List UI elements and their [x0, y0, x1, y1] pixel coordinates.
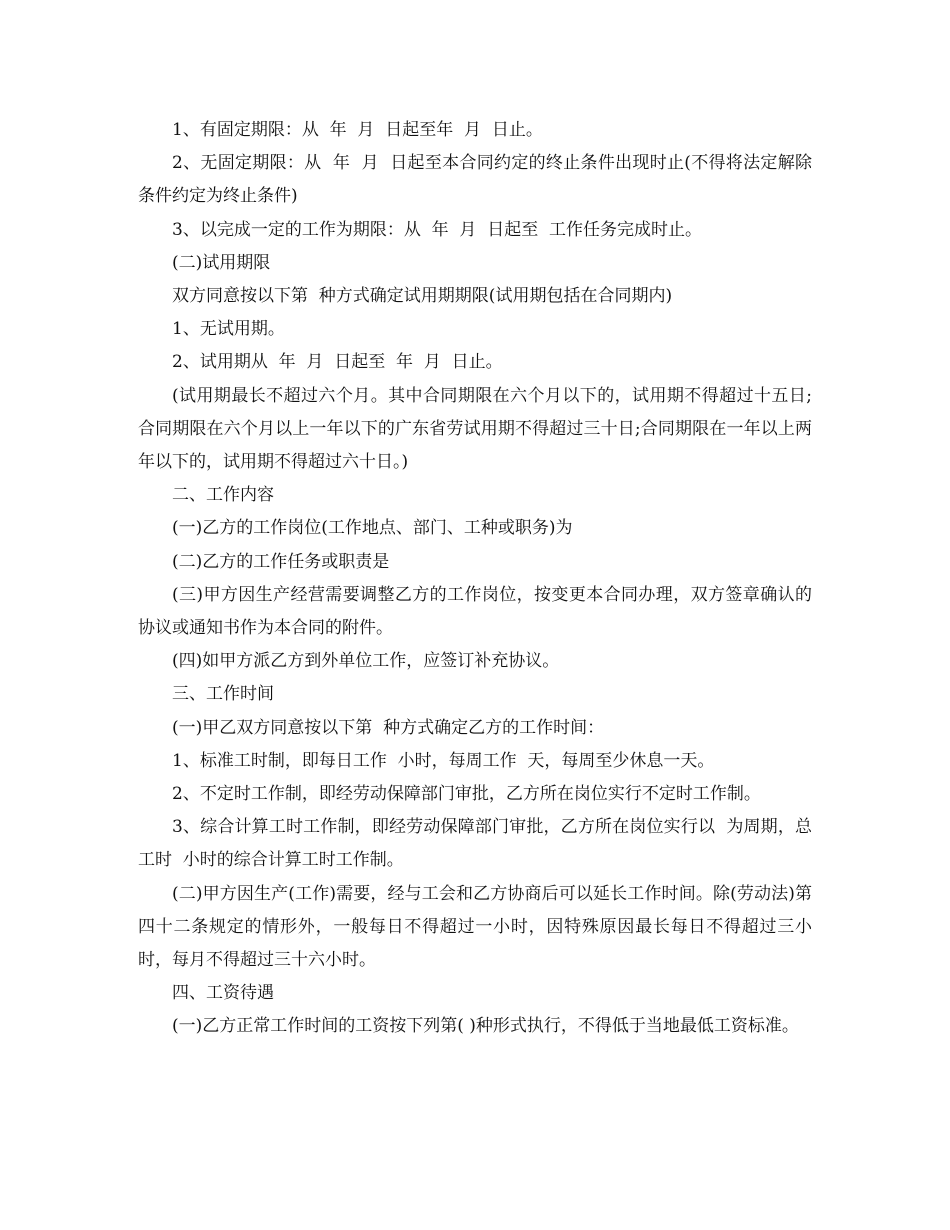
work-time-comprehensive: 3、综合计算工时工作制，即经劳动保障部门审批，乙方所在岗位实行以 为周期，总工时 小时的综合计算工时工作制。	[138, 817, 812, 871]
section-work-content-heading: 二、工作内容	[172, 485, 274, 506]
clause-fixed-term: 1、有固定期限：从 年 月 日起至年 月 日止。	[172, 120, 543, 140]
work-position-adjustment: (三)甲方因生产经营需要调整乙方的工作岗位，按变更本合同办理，双方签章确认的协议或通知书作为本合同的附件。	[138, 584, 812, 639]
section-probation-heading: (二)试用期限	[172, 252, 271, 273]
section-wages-heading: 四、工资待遇	[172, 983, 274, 1004]
wages-form: (一)乙方正常工作时间的工资按下列第( )种形式执行，不得低于当地最低工资标准。	[172, 1016, 799, 1037]
probation-option-period: 2、试用期从 年 月 日起至 年 月 日止。	[172, 352, 503, 373]
clause-open-term: 2、无固定期限：从 年 月 日起至本合同约定的终止条件出现时止(不得将法定解除条件约定为终止条件)	[138, 153, 812, 207]
work-time-intro: (一)甲乙双方同意按以下第 种方式确定乙方的工作时间：	[172, 717, 605, 738]
work-external-assignment: (四)如甲方派乙方到外单位工作，应签订补充协议。	[172, 651, 560, 672]
work-time-overtime: (二)甲方因生产(工作)需要，经与工会和乙方协商后可以延长工作时间。除(劳动法)第四十二条规定的情形外，一般每日不得超过一小时，因特殊原因最长每日不得超过三小时，每月不得超过三十六小时。	[138, 883, 812, 971]
work-position: (一)乙方的工作岗位(工作地点、部门、工种或职务)为	[172, 518, 573, 539]
probation-note: (试用期最长不超过六个月。其中合同期限在六个月以下的，试用期不得超过十五日;合同期限在六个月以上一年以下的广东省劳试用期不得超过三十日;合同期限在一年以上两年以下的，试用期不得超过六十日。)	[138, 385, 812, 473]
document-body	[138, 114, 812, 1044]
work-duties: (二)乙方的工作任务或职责是	[172, 551, 390, 572]
probation-option-none: 1、无试用期。	[172, 319, 285, 340]
work-time-standard: 1、标准工时制，即每日工作 小时，每周工作 天，每周至少休息一天。	[172, 750, 715, 771]
section-work-time-heading: 三、工作时间	[172, 684, 274, 705]
work-time-flexible: 2、不定时工作制，即经劳动保障部门审批，乙方所在岗位实行不定时工作制。	[172, 784, 761, 805]
probation-intro: 双方同意按以下第 种方式确定试用期期限(试用期包括在合同期内)	[172, 286, 673, 307]
clause-task-term: 3、以完成一定的工作为期限：从 年 月 日起至 工作任务完成时止。	[172, 219, 703, 240]
